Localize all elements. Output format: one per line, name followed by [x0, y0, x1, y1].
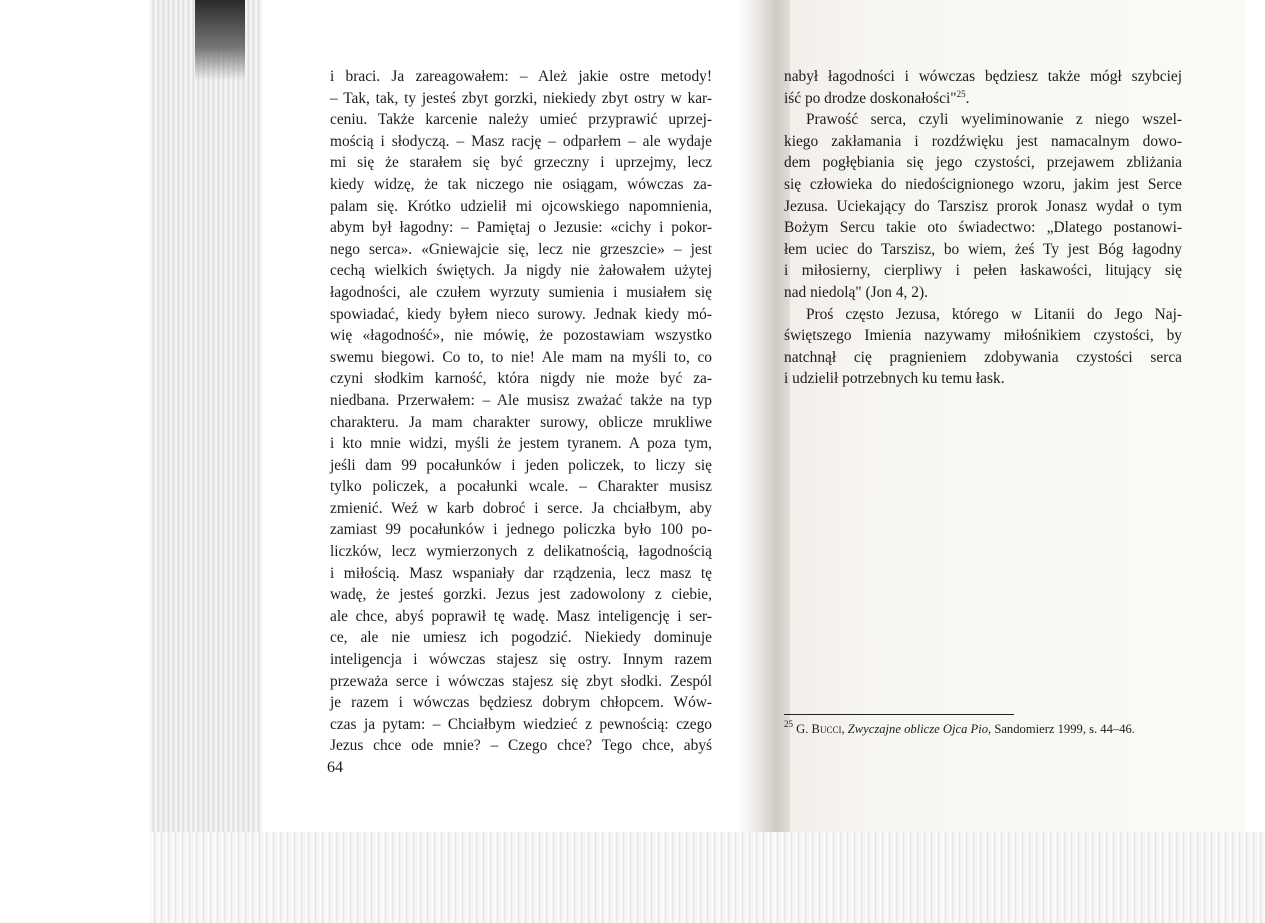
text-line: charakteru. Ja mam charakter surowy, oblicze mrukliwe	[330, 413, 712, 431]
text-line-content: Jezusa. Uciekający do Tarszisz prorok Jonasz wydał o tym	[784, 197, 1182, 215]
text-line-content: i udzielił potrzebnych ku temu łask.	[784, 370, 1005, 388]
text-line-content: Bożym Sercu takie oto świadectwo: „Dlatego postanowi-	[784, 219, 1182, 237]
text-line: czyni słodkim karność, która nigdy nie może być za-	[330, 370, 712, 388]
text-line-punctuation: .	[965, 89, 970, 107]
right-page-text	[784, 66, 1182, 390]
text-line-content: i miłosierny, cierpliwy i pełen łaskawości, litujący się	[784, 262, 1182, 280]
text-line: spowiadać, kiedy byłem nieco surowy. Jednak kiedy mó-	[330, 305, 712, 323]
text-line: Jezus chce ode mnie? – Czego chce? Tego chce, abyś	[330, 737, 712, 755]
text-line-content: Prawość serca, czyli wyeliminowanie z niego wszel-	[806, 111, 1182, 129]
text-line	[784, 217, 1182, 239]
text-line: niedbana. Przerwałem: – Ale musisz zważać także na typ	[330, 391, 712, 409]
text-line: je razem i wówczas będziesz dobrym chłopcem. Wów-	[330, 694, 712, 712]
text-line: łagodności, ale czułem wyrzuty sumienia i musiałem się	[330, 283, 712, 301]
left-page-text	[330, 66, 712, 757]
text-line: i kto mnie widzi, myśli że jestem tyranem. A poza tym,	[330, 435, 712, 453]
text-line: – Tak, tak, ty jesteś zbyt gorzki, niekiedy zbyt ostry w kar-	[330, 89, 712, 107]
footnote-title: Zwyczajne oblicze Ojca Pio,	[847, 722, 992, 736]
footnote-reference: 25	[956, 88, 966, 99]
footnote-rule	[784, 714, 1014, 715]
text-line: nego serca». «Gniewajcie się, lecz nie grzeszcie» – jest	[330, 240, 712, 258]
text-line: i braci. Ja zareagowałem: – Ależ jakie ostre metody!	[330, 68, 712, 85]
text-line	[784, 131, 1182, 153]
text-line	[784, 109, 1182, 131]
footnote	[784, 720, 1135, 738]
text-line	[784, 282, 1182, 304]
text-line: zmienić. Weź w karb dobroć i serce. Ja chciałbym, aby	[330, 499, 712, 517]
text-line: ce, ale nie umiesz ich pogodzić. Niekiedy dominuje	[330, 629, 712, 647]
text-line: mi się że starałem się być grzeczny i uprzejmy, lecz	[330, 154, 712, 172]
text-line	[784, 174, 1182, 196]
text-line: ale chce, abyś poprawił tę wadę. Masz inteligencję i ser-	[330, 607, 712, 625]
text-line	[784, 152, 1182, 174]
text-line: inteligencja i wówczas stajesz się ostry. Innym razem	[330, 651, 712, 669]
text-line: czas ja pytam: – Chciałbym wiedzieć z pewnością: czego	[330, 715, 712, 733]
text-line-content: nad niedolą" (Jon 4, 2).	[784, 283, 928, 301]
text-line: jeśli dam 99 pocałunków i jeden policzek, to liczy się	[330, 456, 712, 474]
text-line: swemu biegowi. Co to, to nie! Ale mam na myśli to, co	[330, 348, 712, 366]
text-line	[784, 239, 1182, 261]
text-line: przeważa serce i wówczas stajesz się zbyt słodki. Zespól	[330, 672, 712, 690]
text-line: i miłością. Masz wspaniały dar rządzenia, lecz masz tę	[330, 564, 712, 582]
text-line: ceniu. Także karcenie należy umieć przyprawić uprzej-	[330, 111, 712, 129]
text-line	[784, 368, 1182, 390]
text-line: palam się. Krótko udzielił mi ojcowskiego napomnienia,	[330, 197, 712, 215]
text-line: zamiast 99 pocałunków i jednego policzka było 100 po-	[330, 521, 712, 539]
text-line: wię «łagodność», nie mówię, że pozostawiam wszystko	[330, 327, 712, 345]
text-line	[784, 88, 1182, 110]
footnote-author: G. Bucci,	[796, 722, 845, 736]
text-line-content: natchnął cię pragnieniem zdobywania czystości serca	[784, 348, 1182, 366]
text-line: mością i słodyczą. – Masz rację – odparłem – ale wydaje	[330, 132, 712, 150]
text-line: kiedy widzę, że tak niczego nie osiągam, wówczas za-	[330, 175, 712, 193]
text-line-content: iść po drodze doskonałości"	[784, 89, 957, 107]
text-line	[784, 347, 1182, 369]
footnote-rest: Sandomierz 1999, s. 44–46.	[994, 722, 1135, 736]
text-line	[784, 196, 1182, 218]
text-line: cechą wielkich świętych. Ja nigdy nie żałowałem użytej	[330, 262, 712, 280]
text-line-content: kiego zakłamania i rozdźwięku jest namacalnym dowo-	[784, 132, 1182, 150]
bottom-page-edge	[150, 832, 1265, 923]
text-line	[784, 260, 1182, 282]
page-number: 64	[327, 759, 343, 776]
footnote-number: 25	[784, 719, 793, 729]
text-line-content: łem uciec do Tarszisz, bo wiem, żeś Ty jest Bóg łagodny	[784, 240, 1182, 258]
text-line	[784, 304, 1182, 326]
text-line	[784, 66, 1182, 88]
text-line: wadę, że jesteś gorzki. Jezus jest zadowolony z ciebie,	[330, 586, 712, 604]
text-line-content: się człowieka do niedoścignionego wzoru, jakim jest Serce	[784, 175, 1182, 193]
text-line-content: nabył łagodności i wówczas będziesz także mógł szybciej	[784, 68, 1182, 85]
text-line-content: Proś często Jezusa, którego w Litanii do Jego Naj-	[806, 305, 1182, 323]
text-line-content: dem pogłębiania się jego czystości, przejawem zbliżania	[784, 154, 1182, 172]
text-line: liczków, lecz wymierzonych z delikatnością, łagodnością	[330, 543, 712, 561]
text-line	[784, 325, 1182, 347]
text-line: tylko policzek, a pocałunki wcale. – Charakter musisz	[330, 478, 712, 496]
text-line: abym był łagodny: – Pamiętaj o Jezusie: «cichy i pokor-	[330, 219, 712, 237]
page-stack-edge	[150, 0, 270, 923]
text-line-content: świętszego Imienia nazywamy miłośnikiem czystości, by	[784, 327, 1182, 345]
